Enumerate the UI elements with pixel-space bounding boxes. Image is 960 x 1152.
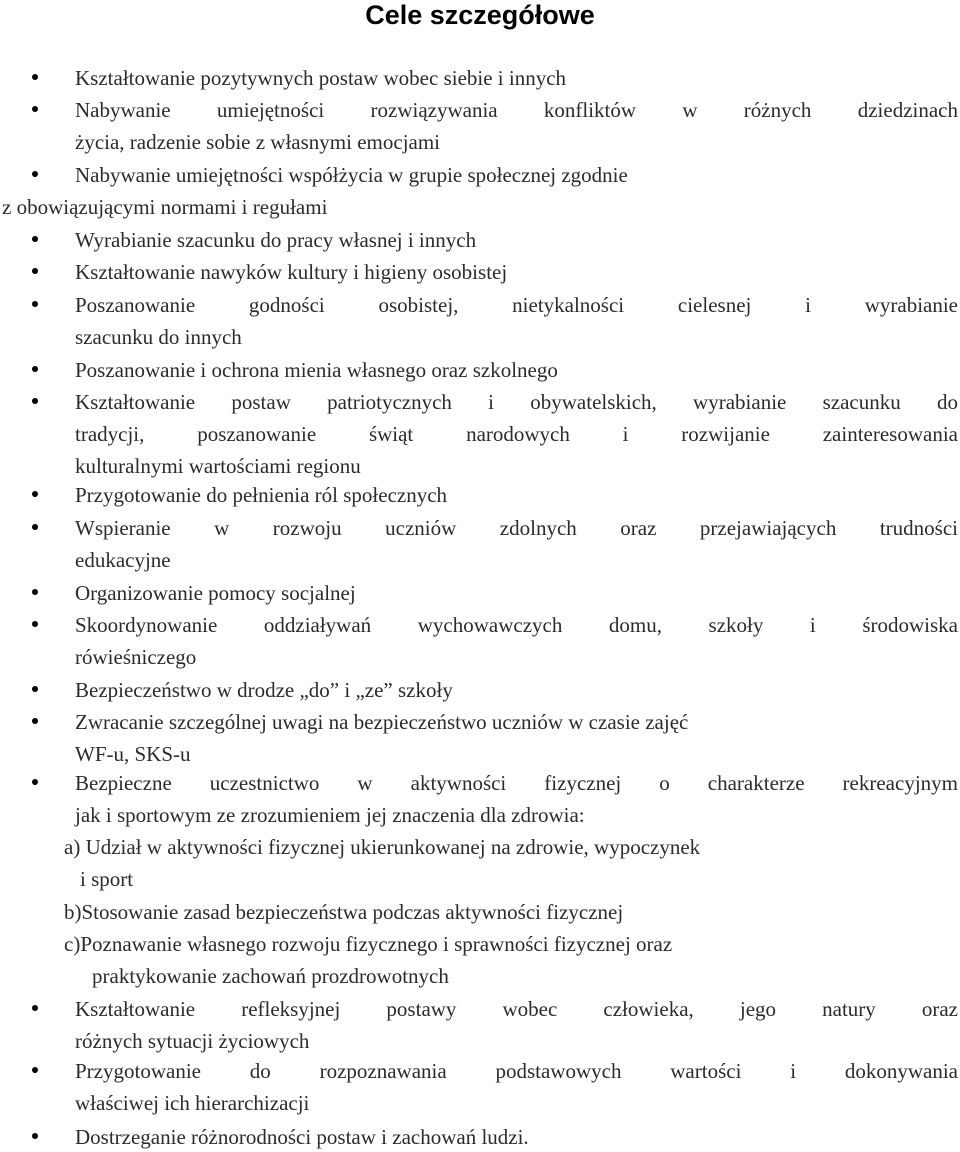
- bullet-icon: [32, 686, 38, 692]
- list-item-continuation: praktykowanie zachowań prozdrowotnych: [92, 964, 449, 988]
- bullet-icon: [32, 398, 38, 404]
- list-item-continuation: jak i sportowym ze zrozumieniem jej znaczenia dla zdrowia:: [75, 803, 585, 827]
- list-item: Organizowanie pomocy socjalnej: [75, 581, 356, 605]
- list-item-continuation: tradycji, poszanowanie świąt narodowych i rozwijanie zainteresowania: [75, 422, 958, 446]
- list-item-continuation: rówieśniczego: [75, 645, 197, 669]
- bullet-icon: [32, 171, 38, 177]
- bullet-icon: [32, 718, 38, 724]
- list-item: Przygotowanie do rozpoznawania podstawowych wartości i dokonywania: [75, 1059, 958, 1083]
- bullet-icon: [32, 524, 38, 530]
- list-item-continuation: różnych sytuacji życiowych: [75, 1029, 310, 1053]
- list-item: Poszanowanie godności osobistej, nietykalności cielesnej i wyrabianie: [75, 293, 958, 317]
- list-item: Przygotowanie do pełnienia ról społecznych: [75, 483, 448, 507]
- list-item: Kształtowanie nawyków kultury i higieny osobistej: [75, 260, 508, 284]
- list-item-continuation: i sport: [80, 867, 134, 891]
- page-title: Cele szczegółowe: [365, 0, 595, 30]
- list-item: Nabywanie umiejętności rozwiązywania konfliktów w różnych dziedzinach: [75, 98, 958, 122]
- list-item-continuation: szacunku do innych: [75, 325, 242, 349]
- list-item: Kształtowanie refleksyjnej postawy wobec człowieka, jego natury oraz: [75, 997, 958, 1021]
- list-item-continuation: właściwej ich hierarchizacji: [75, 1091, 310, 1115]
- list-item-continuation: c)Poznawanie własnego rozwoju fizycznego i sprawności fizycznej oraz: [64, 932, 673, 956]
- bullet-icon: [32, 268, 38, 274]
- list-item-continuation: WF-u, SKS-u: [75, 742, 191, 766]
- list-item-continuation: kulturalnymi wartościami regionu: [75, 454, 361, 478]
- list-item: Dostrzeganie różnorodności postaw i zachowań ludzi.: [75, 1125, 529, 1149]
- bullet-icon: [32, 1067, 38, 1073]
- list-item: Bezpieczeństwo w drodze „do” i „ze” szkoły: [75, 678, 453, 702]
- bullet-icon: [32, 106, 38, 112]
- list-item-continuation: z obowiązującymi normami i regułami: [2, 195, 328, 219]
- list-item: Skoordynowanie oddziaływań wychowawczych domu, szkoły i środowiska: [75, 613, 958, 637]
- list-item-continuation: życia, radzenie sobie z własnymi emocjami: [75, 130, 441, 154]
- bullet-icon: [32, 74, 38, 80]
- bullet-icon: [32, 1133, 38, 1139]
- list-item-continuation: a) Udział w aktywności fizycznej ukierunkowanej na zdrowie, wypoczynek: [64, 835, 701, 859]
- list-item: Nabywanie umiejętności współżycia w grupie społecznej zgodnie: [75, 163, 628, 187]
- list-item: Poszanowanie i ochrona mienia własnego oraz szkolnego: [75, 358, 558, 382]
- bullet-icon: [32, 366, 38, 372]
- bullet-icon: [32, 491, 38, 497]
- list-item: Zwracanie szczególnej uwagi na bezpieczeństwo uczniów w czasie zajęć: [75, 710, 689, 734]
- bullet-icon: [32, 1005, 38, 1011]
- list-item: Wspieranie w rozwoju uczniów zdolnych oraz przejawiających trudności: [75, 516, 958, 540]
- list-item: Wyrabianie szacunku do pracy własnej i innych: [75, 228, 477, 252]
- bullet-icon: [32, 589, 38, 595]
- bullet-icon: [32, 236, 38, 242]
- list-item: Bezpieczne uczestnictwo w aktywności fizycznej o charakterze rekreacyjnym: [75, 771, 958, 795]
- list-item-continuation: b)Stosowanie zasad bezpieczeństwa podczas aktywności fizycznej: [64, 900, 624, 924]
- list-item-continuation: edukacyjne: [75, 548, 171, 572]
- list-item: Kształtowanie postaw patriotycznych i obywatelskich, wyrabianie szacunku do: [75, 390, 958, 414]
- bullet-icon: [32, 301, 38, 307]
- bullet-icon: [32, 621, 38, 627]
- list-item: Kształtowanie pozytywnych postaw wobec siebie i innych: [75, 66, 567, 90]
- bullet-icon: [32, 779, 38, 785]
